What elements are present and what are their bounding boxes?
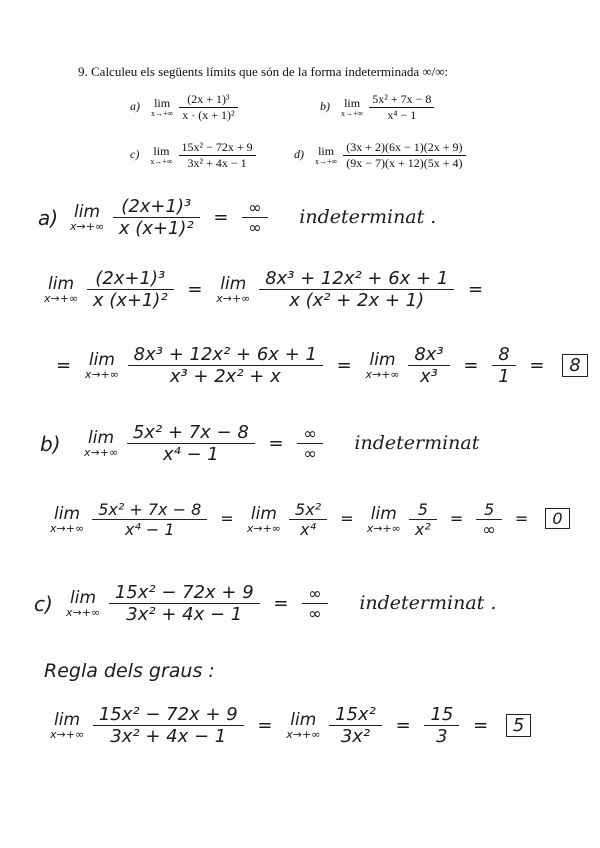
solution-a-line-2: lim x→+∞ $\frac{\text{(2x+1)³}}{\text{x (x+1)²}}$ = lim x→+∞ $\frac{\text{8x³ + 12x² + 6x + 1}}{\text{x (x² + 2x + 1)}}$ = xyxy=(44,268,484,311)
exercise-item-c: c) lim x→+∞ $\frac{\text{15x² − 72x + 9}}{\text{3x² + 4x − 1}}$ xyxy=(130,140,256,171)
solution-a-line-3: = lim x→+∞ $\frac{\text{8x³ + 12x² + 6x + 1}}{\text{x³ + 2x² + x}}$ = lim x→+∞ $\frac{\text{8x³}}{\text{x³}}$ = $\frac{8}{1}$ = 8 xyxy=(48,344,588,387)
indeterminate-note: indeterminat . xyxy=(299,205,437,228)
solution-c-line-1: lim x→+∞ $\frac{\text{15x² − 72x + 9}}{\text{3x² + 4x − 1}}$ = $\frac{\infty}{\infty}$ indeterminat . xyxy=(66,582,497,625)
result-box-c: 5 xyxy=(506,714,531,737)
exercise-item-b: b) lim x→+∞ $\frac{\text{5x² + 7x − 8}}{\text{x⁴ − 1}}$ xyxy=(320,92,434,123)
exercise-item-a: a) lim x→+∞ $\frac{\text{(2x + 1)³}}{\text{x · (x + 1)²}}$ xyxy=(130,92,238,123)
indeterminate-note: indeterminat . xyxy=(359,591,497,614)
solution-c-line-2: lim x→+∞ $\frac{\text{15x² − 72x + 9}}{\text{3x² + 4x − 1}}$ = lim x→+∞ $\frac{\text{15x²}}{\text{3x²}}$ = $\frac{15}{3}$ = 5 xyxy=(50,704,531,747)
solution-b-line-1: lim x→+∞ $\frac{\text{5x² + 7x − 8}}{\text{x⁴ − 1}}$ = $\frac{\infty}{\infty}$ indeterminat xyxy=(84,422,480,465)
exercise-title: 9. Calculeu els següents límits que són de la forma indeterminada ∞/∞: xyxy=(78,64,449,79)
solution-a-line-1: lim x→+∞ $\frac{\text{(2x+1)³}}{\text{x (x+1)²}}$ = $\frac{\infty}{\infty}$ indeterminat . xyxy=(70,196,437,239)
rule-note: Regla dels graus : xyxy=(44,660,215,682)
result-box-b: 0 xyxy=(545,508,569,529)
indeterminate-note: indeterminat xyxy=(354,431,480,454)
solution-a-label: a) xyxy=(38,206,59,230)
solution-c-label: c) xyxy=(34,592,53,616)
solution-b-label: b) xyxy=(40,432,61,456)
solution-b-line-2: lim x→+∞ $\frac{\text{5x² + 7x − 8}}{\text{x⁴ − 1}}$ = lim x→+∞ $\frac{\text{5x²}}{\text{x⁴}}$ = lim x→+∞ $\frac{5}{\text{x²}}$ = $\frac{5}{\infty}$ = 0 xyxy=(50,500,570,539)
exercise-item-d: d) lim x→+∞ $\frac{(3x + 2)(6x - 1)(2x + 9)}{(9x - 7)(x + 12)(5x + 4)}$ xyxy=(294,140,466,171)
result-box-a: 8 xyxy=(562,354,587,377)
